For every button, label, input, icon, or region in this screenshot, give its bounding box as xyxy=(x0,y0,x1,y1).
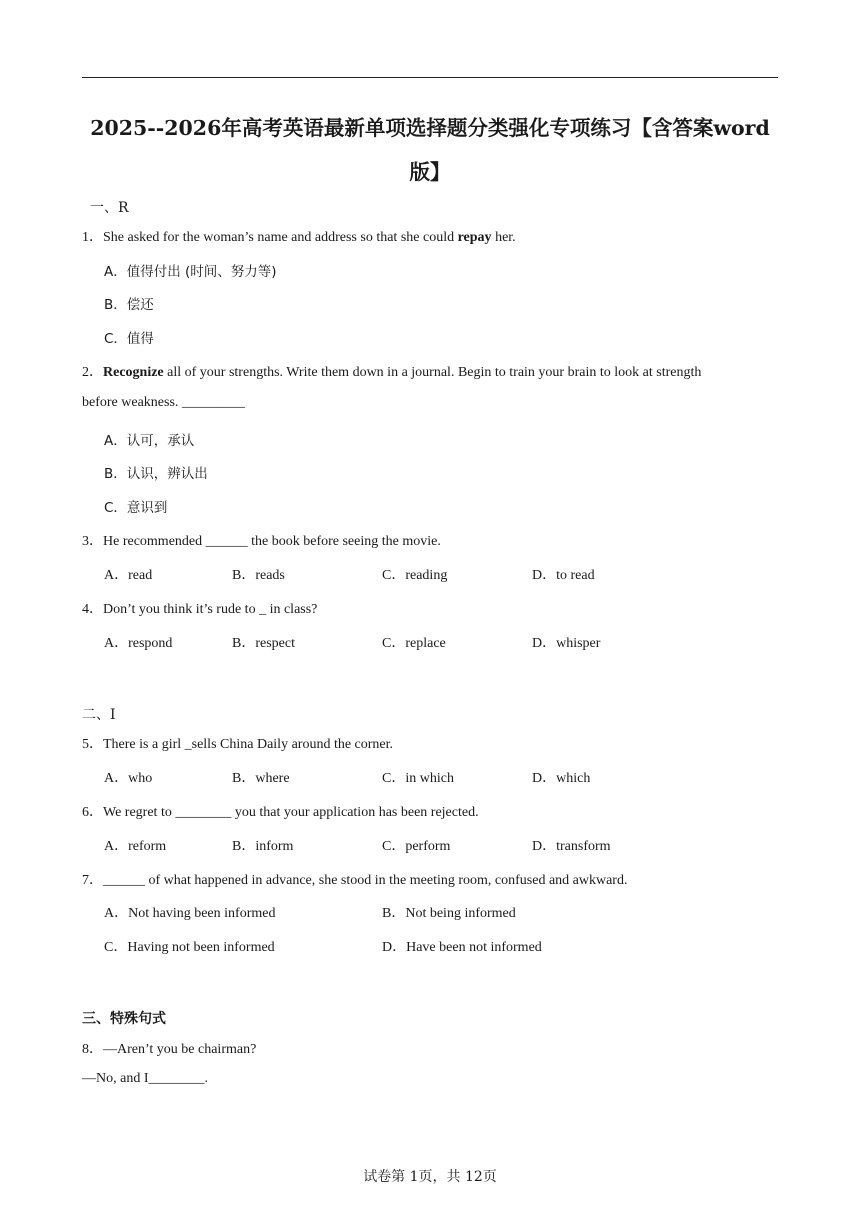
question-text: There is a girl _sells China Daily around the corner. xyxy=(103,737,394,752)
question-4 xyxy=(82,598,317,618)
option-d[interactable]: D．which xyxy=(532,771,591,786)
question-text: He recommended ______ the book before seeing the movie. xyxy=(103,534,441,549)
question-8-line2: —No, and I________. xyxy=(82,1071,208,1086)
question-number: 7． xyxy=(82,873,103,888)
option-b[interactable]: B．where xyxy=(232,771,290,786)
option-c[interactable]: C．意识到 xyxy=(104,500,168,516)
option-d[interactable]: D．transform xyxy=(532,839,611,854)
question-5 xyxy=(82,733,393,753)
section-heading-3: 三、特殊句式 xyxy=(82,1011,166,1027)
page-title: 2025--2026年高考英语最新单项选择题分类强化专项练习【含答案word版】 xyxy=(90,116,770,184)
question-3 xyxy=(82,530,441,550)
question-7 xyxy=(82,869,627,889)
option-a[interactable]: A．Not having been informed xyxy=(104,906,276,921)
header-rule xyxy=(82,77,778,78)
section-heading-2: 二、I xyxy=(82,707,116,723)
option-a[interactable]: A．值得付出 (时间、努力等) xyxy=(104,264,277,280)
option-a[interactable]: A．who xyxy=(104,771,153,786)
option-a[interactable]: A．reform xyxy=(104,839,167,854)
option-c[interactable]: C．reading xyxy=(382,568,448,583)
option-c[interactable]: C．replace xyxy=(382,636,446,651)
question-text: —Aren’t you be chairman? xyxy=(103,1042,257,1057)
option-d[interactable]: D．whisper xyxy=(532,636,601,651)
question-2 xyxy=(82,361,701,381)
question-number: 3． xyxy=(82,534,103,549)
question-text: ______ of what happened in advance, she stood in the meeting room, confused and awkward. xyxy=(103,873,628,888)
keyword: Recognize xyxy=(103,365,164,380)
keyword: repay xyxy=(457,230,492,245)
question-number: 2． xyxy=(82,365,103,380)
option-d[interactable]: D．Have been not informed xyxy=(382,940,542,955)
option-b[interactable]: B．认识，辨认出 xyxy=(104,466,208,482)
question-number: 4． xyxy=(82,602,103,617)
option-a[interactable]: A．read xyxy=(104,568,153,583)
question-text-end: her. xyxy=(491,230,516,245)
option-b[interactable]: B．偿还 xyxy=(104,297,154,313)
question-6 xyxy=(82,801,479,821)
page-footer: 试卷第 1页，共 12页 xyxy=(363,1169,497,1185)
question-number: 5． xyxy=(82,737,103,752)
option-d[interactable]: D．to read xyxy=(532,568,595,583)
option-b[interactable]: B．inform xyxy=(232,839,294,854)
option-a[interactable]: A．认可，承认 xyxy=(104,433,195,449)
question-number: 6． xyxy=(82,805,103,820)
question-text: Don’t you think it’s rude to _ in class? xyxy=(103,602,318,617)
option-b[interactable]: B．reads xyxy=(232,568,285,583)
question-1 xyxy=(82,226,516,246)
question-number: 1． xyxy=(82,230,103,245)
question-number: 8． xyxy=(82,1042,103,1057)
question-text: all of your strengths. Write them down in a journal. Begin to train your brain to look at strength xyxy=(163,365,702,380)
section-heading-1: 一、R xyxy=(90,200,129,216)
question-text: We regret to ________ you that your application has been rejected. xyxy=(103,805,479,820)
question-text: She asked for the woman’s name and address so that she could xyxy=(103,230,458,245)
option-c[interactable]: C．perform xyxy=(382,839,451,854)
option-a[interactable]: A．respond xyxy=(104,636,173,651)
option-b[interactable]: B．Not being informed xyxy=(382,906,516,921)
option-c[interactable]: C．Having not been informed xyxy=(104,940,275,955)
option-c[interactable]: C．值得 xyxy=(104,331,154,347)
option-c[interactable]: C．in which xyxy=(382,771,454,786)
option-b[interactable]: B．respect xyxy=(232,636,295,651)
question-2-line2: before weakness. _________ xyxy=(82,395,245,410)
question-8 xyxy=(82,1038,256,1058)
